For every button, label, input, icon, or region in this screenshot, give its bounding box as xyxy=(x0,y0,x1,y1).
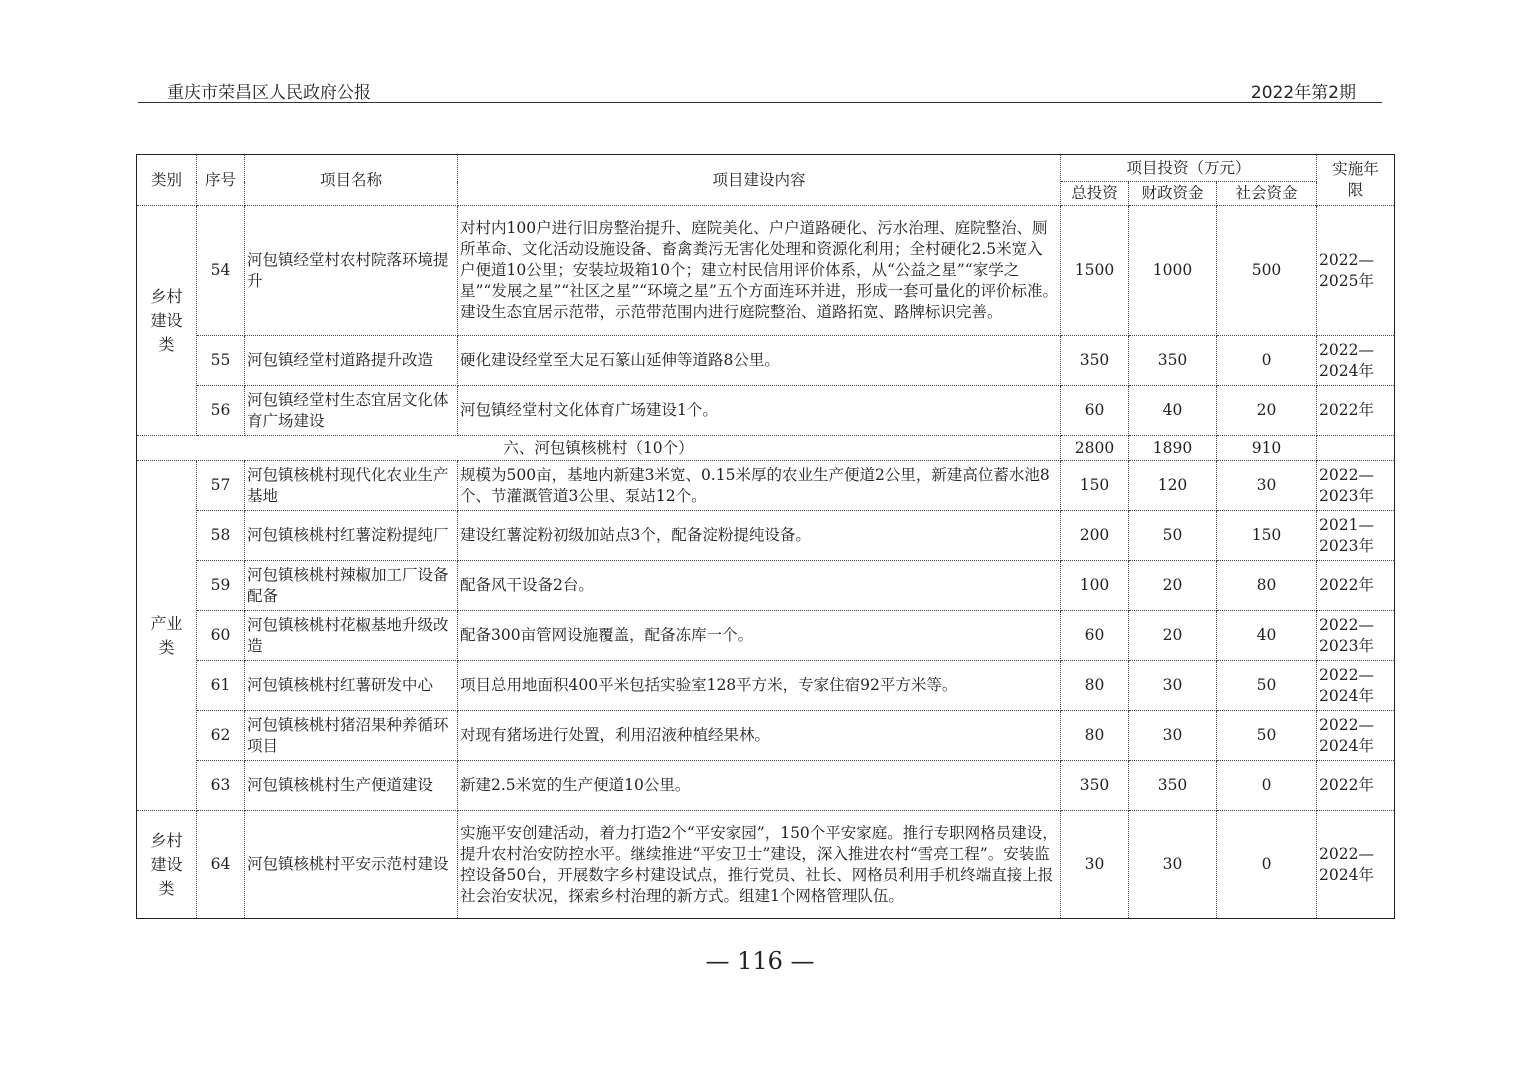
project-content-cell: 规模为500亩，基地内新建3米宽、0.15米厚的农业生产便道2公里，新建高位蓄水池8个、节灌溉管道3公里、泵站12个。 xyxy=(458,461,1061,511)
issue-number: 2022年第2期 xyxy=(1250,83,1356,103)
header-row xyxy=(137,155,1395,182)
fiscal-fund-cell: 30 xyxy=(1129,661,1217,711)
fiscal-fund-cell: 1000 xyxy=(1129,206,1217,336)
seq-cell: 58 xyxy=(197,511,245,561)
total-investment-cell: 100 xyxy=(1061,561,1129,611)
journal-title: 重庆市荣昌区人民政府公报 xyxy=(167,83,371,103)
seq-cell: 63 xyxy=(197,761,245,811)
category-cell: 乡村建设类 xyxy=(137,206,197,436)
total-investment-cell: 350 xyxy=(1061,761,1129,811)
fiscal-fund-cell: 350 xyxy=(1129,761,1217,811)
table-row xyxy=(137,761,1395,811)
seq-cell: 57 xyxy=(197,461,245,511)
seq-cell: 54 xyxy=(197,206,245,336)
category-cell: 乡村建设类 xyxy=(137,811,197,919)
total-investment-cell: 80 xyxy=(1061,711,1129,761)
project-content-cell: 实施平安创建活动，着力打造2个“平安家园”，150个平安家庭。推行专职网格员建设，提升农村治安防控水平。继续推进“平安卫士”建设，深入推进农村“雪亮工程”。安装监控设备50台，开展数字乡村建设试点，推行党员、社长、网格员利用手机终端直接上报社会治安状况，探索乡村治理的新方式。组建1个网格管理队伍。 xyxy=(458,811,1061,919)
seq-cell: 55 xyxy=(197,336,245,386)
section-period xyxy=(1317,436,1395,461)
social-fund-cell: 500 xyxy=(1217,206,1317,336)
fiscal-fund-cell: 30 xyxy=(1129,711,1217,761)
period-cell: 2022—2024年 xyxy=(1317,336,1395,386)
project-content-cell: 对现有猪场进行处置，利用沼液种植经果林。 xyxy=(458,711,1061,761)
project-content-cell: 项目总用地面积400平米包括实验室128平方米，专家住宿92平方米等。 xyxy=(458,661,1061,711)
period-cell: 2022年 xyxy=(1317,561,1395,611)
period-cell: 2021—2023年 xyxy=(1317,511,1395,561)
total-investment-cell: 80 xyxy=(1061,661,1129,711)
period-cell: 2022—2025年 xyxy=(1317,206,1395,336)
table-row xyxy=(137,711,1395,761)
seq-cell: 60 xyxy=(197,611,245,661)
social-fund-cell: 0 xyxy=(1217,811,1317,919)
total-investment-cell: 30 xyxy=(1061,811,1129,919)
total-investment-cell: 60 xyxy=(1061,386,1129,436)
table-row xyxy=(137,661,1395,711)
total-investment-cell: 60 xyxy=(1061,611,1129,661)
fiscal-fund-cell: 350 xyxy=(1129,336,1217,386)
social-fund-cell: 80 xyxy=(1217,561,1317,611)
page-number: — 116 — xyxy=(705,947,815,975)
table-row xyxy=(137,511,1395,561)
fiscal-fund-cell: 120 xyxy=(1129,461,1217,511)
social-fund-cell: 50 xyxy=(1217,711,1317,761)
project-name-cell: 河包镇核桃村红薯淀粉提纯厂 xyxy=(245,511,458,561)
section-total: 2800 xyxy=(1061,436,1129,461)
header-seq: 序号 xyxy=(197,155,245,206)
period-cell: 2022—2024年 xyxy=(1317,811,1395,919)
header-category: 类别 xyxy=(137,155,197,206)
table-row xyxy=(137,206,1395,336)
project-name-cell: 河包镇核桃村辣椒加工厂设备配备 xyxy=(245,561,458,611)
section-title: 六、河包镇核桃村（10个） xyxy=(137,436,1061,461)
section-fiscal: 1890 xyxy=(1129,436,1217,461)
total-investment-cell: 1500 xyxy=(1061,206,1129,336)
fiscal-fund-cell: 30 xyxy=(1129,811,1217,919)
project-content-cell: 新建2.5米宽的生产便道10公里。 xyxy=(458,761,1061,811)
header-period: 实施年限 xyxy=(1317,155,1395,206)
social-fund-cell: 20 xyxy=(1217,386,1317,436)
project-name-cell: 河包镇核桃村平安示范村建设 xyxy=(245,811,458,919)
total-investment-cell: 200 xyxy=(1061,511,1129,561)
period-cell: 2022—2023年 xyxy=(1317,461,1395,511)
header-rule xyxy=(138,102,1382,103)
table-row xyxy=(137,811,1395,919)
header-content: 项目建设内容 xyxy=(458,155,1061,206)
total-investment-cell: 350 xyxy=(1061,336,1129,386)
social-fund-cell: 40 xyxy=(1217,611,1317,661)
table-row xyxy=(137,386,1395,436)
project-name-cell: 河包镇核桃村现代化农业生产基地 xyxy=(245,461,458,511)
seq-cell: 64 xyxy=(197,811,245,919)
project-content-cell: 对村内100户进行旧房整治提升、庭院美化、户户道路硬化、污水治理、庭院整治、厕所革命、文化活动设施设备、畜禽粪污无害化处理和资源化利用；全村硬化2.5米宽入户便道10公里；安装垃圾箱10个；建立村民信用评价体系，从“公益之星”“家学之星”“发展之星”“社区之星”“环境之星”五个方面连环并进，形成一套可量化的评价标准。建设生态宜居示范带，示范带范围内进行庭院整治、道路拓宽、路牌标识完善。 xyxy=(458,206,1061,336)
table-row xyxy=(137,461,1395,511)
period-cell: 2022年 xyxy=(1317,761,1395,811)
social-fund-cell: 0 xyxy=(1217,336,1317,386)
seq-cell: 59 xyxy=(197,561,245,611)
project-name-cell: 河包镇核桃村红薯研发中心 xyxy=(245,661,458,711)
table-row xyxy=(137,561,1395,611)
project-content-cell: 建设红薯淀粉初级加站点3个，配备淀粉提纯设备。 xyxy=(458,511,1061,561)
project-name-cell: 河包镇经堂村生态宜居文化体育广场建设 xyxy=(245,386,458,436)
period-cell: 2022年 xyxy=(1317,386,1395,436)
header-investment: 项目投资（万元） xyxy=(1061,155,1317,182)
social-fund-cell: 0 xyxy=(1217,761,1317,811)
header-total: 总投资 xyxy=(1061,182,1129,206)
project-content-cell: 配备300亩管网设施覆盖，配备冻库一个。 xyxy=(458,611,1061,661)
section-social: 910 xyxy=(1217,436,1317,461)
period-cell: 2022—2023年 xyxy=(1317,611,1395,661)
social-fund-cell: 30 xyxy=(1217,461,1317,511)
seq-cell: 56 xyxy=(197,386,245,436)
fiscal-fund-cell: 40 xyxy=(1129,386,1217,436)
fiscal-fund-cell: 50 xyxy=(1129,511,1217,561)
project-name-cell: 河包镇核桃村生产便道建设 xyxy=(245,761,458,811)
fiscal-fund-cell: 20 xyxy=(1129,611,1217,661)
section-row xyxy=(137,436,1395,461)
table-row xyxy=(137,611,1395,661)
header-fiscal: 财政资金 xyxy=(1129,182,1217,206)
fiscal-fund-cell: 20 xyxy=(1129,561,1217,611)
social-fund-cell: 50 xyxy=(1217,661,1317,711)
seq-cell: 61 xyxy=(197,661,245,711)
total-investment-cell: 150 xyxy=(1061,461,1129,511)
header-social: 社会资金 xyxy=(1217,182,1317,206)
category-cell: 产业类 xyxy=(137,461,197,811)
project-content-cell: 河包镇经堂村文化体育广场建设1个。 xyxy=(458,386,1061,436)
project-name-cell: 河包镇经堂村农村院落环境提升 xyxy=(245,206,458,336)
social-fund-cell: 150 xyxy=(1217,511,1317,561)
project-name-cell: 河包镇核桃村猪沼果种养循环项目 xyxy=(245,711,458,761)
project-content-cell: 硬化建设经堂至大足石篆山延伸等道路8公里。 xyxy=(458,336,1061,386)
project-content-cell: 配备风干设备2台。 xyxy=(458,561,1061,611)
project-table xyxy=(136,154,1395,919)
table-row xyxy=(137,336,1395,386)
header-name: 项目名称 xyxy=(245,155,458,206)
project-name-cell: 河包镇核桃村花椒基地升级改造 xyxy=(245,611,458,661)
project-name-cell: 河包镇经堂村道路提升改造 xyxy=(245,336,458,386)
seq-cell: 62 xyxy=(197,711,245,761)
period-cell: 2022—2024年 xyxy=(1317,711,1395,761)
period-cell: 2022—2024年 xyxy=(1317,661,1395,711)
